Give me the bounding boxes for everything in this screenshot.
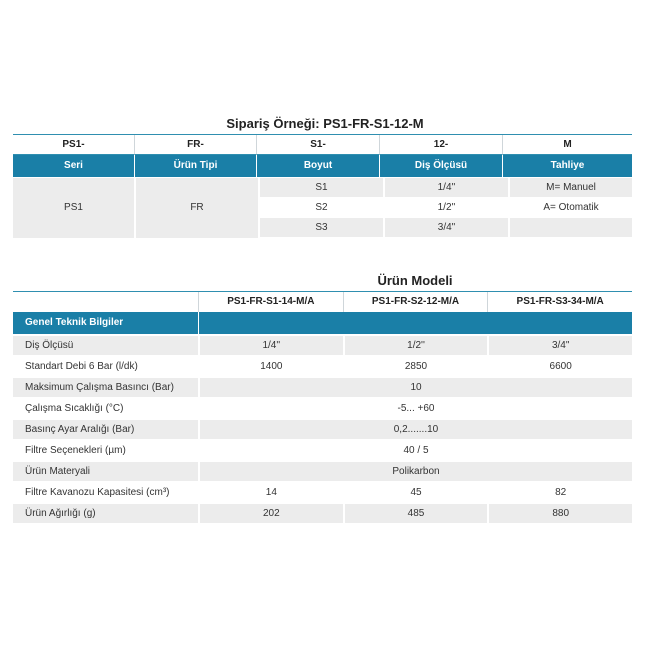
- code-dis: 12-: [379, 135, 502, 155]
- order-example-title: Sipariş Örneği: PS1-FR-S1-12-M: [226, 116, 424, 131]
- tahliye-manuel: M= Manuel: [510, 178, 632, 197]
- row-label: Basınç Ayar Aralığı (Bar): [13, 420, 198, 439]
- row-value: 40 / 5: [403, 445, 429, 456]
- row-value: 14: [265, 487, 277, 498]
- row-label: Filtre Kavanozu Kapasitesi (cm³): [25, 487, 170, 498]
- row-value: 485: [345, 504, 488, 523]
- table-row: [13, 336, 632, 355]
- table-row: [13, 441, 632, 460]
- tahliye-empty: [510, 218, 632, 237]
- dis-column: [385, 178, 508, 238]
- row-value: 0,2.......10: [200, 420, 632, 439]
- table-row: [13, 504, 632, 523]
- header-dis-olcusu: Diş Ölçüsü: [379, 155, 502, 177]
- header-seri: Seri: [13, 155, 134, 177]
- seri-value: PS1: [13, 178, 134, 238]
- boyut-s2: S2: [260, 198, 383, 217]
- code-tip: FR-: [134, 135, 256, 155]
- dis-1: 1/4'': [385, 178, 508, 197]
- row-label: Diş Ölçüsü: [13, 336, 198, 355]
- header-urun-tipi: Ürün Tipi: [134, 155, 256, 177]
- row-value: 45: [410, 487, 422, 498]
- table-row: [13, 399, 632, 418]
- order-code-row: [13, 135, 632, 155]
- code-boyut: S1-: [256, 135, 379, 155]
- row-value: 1/4'': [200, 336, 343, 355]
- header-tahliye: Tahliye: [502, 155, 632, 177]
- row-value: -5... +60: [397, 403, 435, 414]
- row-label: Maksimum Çalışma Basıncı (Bar): [13, 378, 198, 397]
- section-header: [13, 312, 632, 334]
- order-example-table: [13, 134, 632, 238]
- row-label: Çalışma Sıcaklığı (°C): [25, 403, 124, 414]
- code-seri: PS1-: [13, 135, 134, 155]
- row-value: 1/2'': [345, 336, 488, 355]
- header-boyut: Boyut: [256, 155, 379, 177]
- tip-value: FR: [136, 178, 258, 238]
- row-label: Standart Debi 6 Bar (l/dk): [25, 361, 138, 372]
- boyut-s1: S1: [260, 178, 383, 197]
- boyut-s3: S3: [260, 218, 383, 237]
- model-row: [13, 291, 632, 312]
- table-row: [13, 357, 632, 376]
- row-value: 1400: [260, 361, 283, 372]
- row-value: 10: [200, 378, 632, 397]
- row-value: 2850: [404, 361, 428, 372]
- table-row: [13, 483, 632, 502]
- dis-2: 1/2'': [385, 198, 508, 217]
- tahliye-otomatik: A= Otomatik: [510, 198, 632, 217]
- row-value: Polikarbon: [200, 462, 632, 481]
- model-s2: PS1-FR-S2-12-M/A: [343, 292, 488, 312]
- order-header-row: [13, 155, 632, 177]
- section-header-label: Genel Teknik Bilgiler: [25, 317, 124, 328]
- row-value: 6600: [549, 361, 572, 372]
- model-s1: PS1-FR-S1-14-M/A: [198, 292, 343, 312]
- specs-table: [13, 291, 632, 523]
- code-tahliye: M: [502, 135, 632, 155]
- table-row: [13, 420, 632, 439]
- row-value: 202: [200, 504, 343, 523]
- row-label: Ürün Materyali: [13, 462, 198, 481]
- table-row: [13, 378, 632, 397]
- row-value: 880: [489, 504, 632, 523]
- tahliye-column: [510, 178, 632, 238]
- dis-3: 3/4": [385, 218, 508, 237]
- model-s3: PS1-FR-S3-34-M/A: [487, 292, 632, 312]
- order-body: [13, 178, 632, 238]
- row-label: Ürün Ağırlığı (g): [13, 504, 198, 523]
- row-label: Filtre Seçenekleri (µm): [25, 445, 126, 456]
- product-model-title: Ürün Modeli: [377, 273, 453, 288]
- row-value: 82: [555, 487, 567, 498]
- table-row: [13, 462, 632, 481]
- boyut-column: [260, 178, 383, 238]
- row-value: 3/4": [489, 336, 632, 355]
